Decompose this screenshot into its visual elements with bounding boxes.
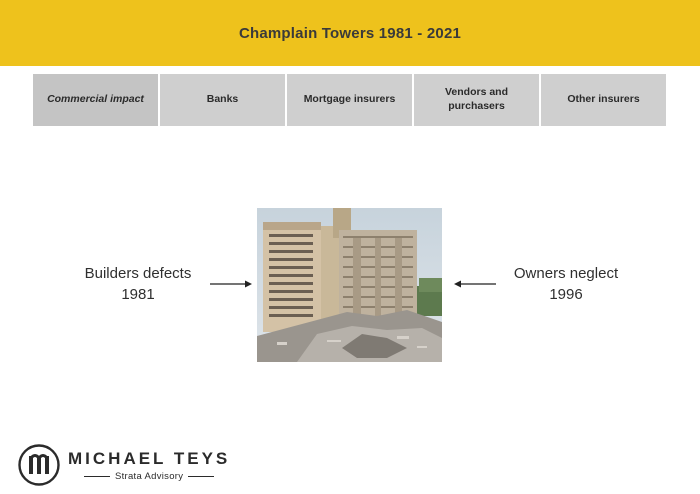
collapsed-building-photo bbox=[257, 208, 442, 362]
owners-neglect-year: 1996 bbox=[549, 286, 583, 303]
page-title: Champlain Towers 1981 - 2021 bbox=[238, 24, 462, 42]
logo-tagline: Strata Advisory bbox=[114, 470, 184, 482]
logo-divider-left bbox=[84, 476, 110, 477]
header-bar bbox=[0, 0, 700, 66]
builders-defects-label: Builders defects bbox=[84, 265, 192, 282]
tab-other-insurers[interactable]: Other insurers bbox=[541, 74, 666, 126]
owners-neglect-label: Owners neglect bbox=[513, 265, 619, 282]
michael-teys-logo-icon bbox=[18, 444, 60, 486]
logo-text bbox=[68, 449, 230, 482]
builders-defects-year: 1981 bbox=[121, 286, 155, 303]
builders-defects-caption bbox=[62, 263, 214, 305]
logo-divider-right bbox=[188, 476, 214, 477]
tab-commercial-impact[interactable]: Commercial impact bbox=[33, 74, 158, 126]
tab-mortgage-insurers[interactable]: Mortgage insurers bbox=[287, 74, 412, 126]
owners-neglect-caption bbox=[490, 263, 642, 305]
logo-name: MICHAEL TEYS bbox=[68, 448, 231, 468]
logo-tagline-row bbox=[84, 471, 214, 482]
tab-row bbox=[33, 74, 666, 126]
tab-vendors-and-purchasers[interactable]: Vendors and purchasers bbox=[414, 74, 539, 126]
logo bbox=[18, 444, 230, 486]
tab-banks[interactable]: Banks bbox=[160, 74, 285, 126]
arrow-right-icon bbox=[210, 278, 252, 290]
